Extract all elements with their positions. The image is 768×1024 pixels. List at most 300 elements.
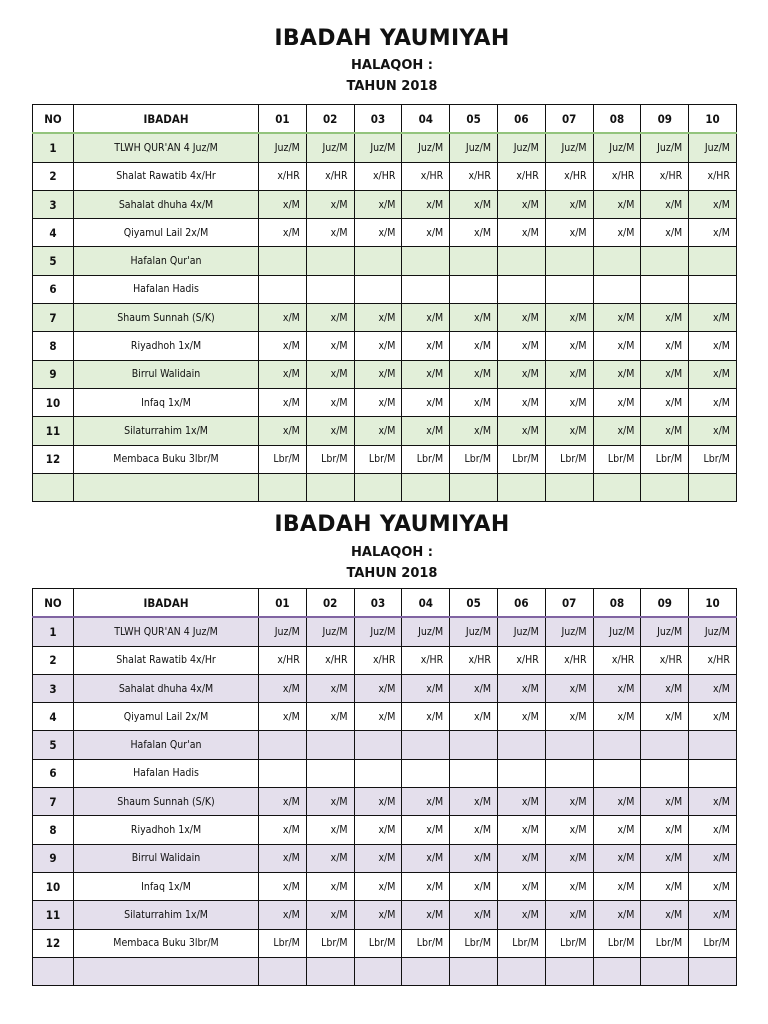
day-cell[interactable] (689, 957, 737, 985)
row-number: 12 (33, 445, 74, 473)
table-row (33, 133, 737, 162)
day-cell[interactable]: x/M (497, 190, 545, 218)
ibadah-name: Infaq 1x/M (74, 388, 259, 416)
day-cell[interactable]: x/HR (593, 162, 641, 190)
day-cell[interactable] (259, 275, 307, 303)
day-cell[interactable]: x/M (259, 674, 307, 702)
day-cell[interactable]: x/HR (545, 162, 593, 190)
day-cell[interactable]: x/M (689, 674, 737, 702)
day-cell[interactable]: x/M (593, 360, 641, 388)
day-cell[interactable]: x/M (402, 304, 450, 332)
day-cell[interactable] (641, 275, 689, 303)
day-cell[interactable]: x/M (593, 674, 641, 702)
day-cell[interactable]: x/M (450, 332, 498, 360)
day-cell[interactable]: x/M (306, 388, 354, 416)
day-cell[interactable] (306, 473, 354, 501)
day-cell[interactable]: x/M (402, 360, 450, 388)
day-cell[interactable]: x/M (641, 703, 689, 731)
day-cell[interactable] (593, 759, 641, 787)
day-cell[interactable]: x/M (689, 219, 737, 247)
tahun-label: TAHUN 2018 (346, 79, 438, 94)
header-day-02: 02 (306, 105, 354, 134)
day-cell[interactable]: x/M (450, 417, 498, 445)
table-row (33, 731, 737, 759)
day-cell[interactable] (593, 473, 641, 501)
day-cell[interactable]: Juz/M (497, 133, 545, 162)
table-row (33, 872, 737, 900)
day-cell[interactable]: x/M (354, 816, 402, 844)
day-cell[interactable]: x/M (689, 304, 737, 332)
day-cell[interactable]: x/M (641, 190, 689, 218)
day-cell[interactable] (497, 473, 545, 501)
day-cell[interactable]: x/M (641, 417, 689, 445)
day-cell[interactable]: x/M (450, 388, 498, 416)
day-cell[interactable]: x/M (402, 901, 450, 929)
day-cell[interactable] (497, 731, 545, 759)
day-cell[interactable]: x/HR (641, 162, 689, 190)
day-cell[interactable]: x/M (354, 332, 402, 360)
day-cell[interactable] (259, 759, 307, 787)
ibadah-name: Riyadhoh 1x/M (74, 332, 259, 360)
day-cell[interactable] (259, 731, 307, 759)
day-cell[interactable]: x/M (641, 332, 689, 360)
day-cell[interactable]: x/M (593, 219, 641, 247)
day-cell[interactable] (402, 473, 450, 501)
day-cell[interactable]: x/HR (545, 646, 593, 674)
day-cell[interactable]: x/M (450, 190, 498, 218)
day-cell[interactable]: x/M (593, 388, 641, 416)
day-cell[interactable]: x/M (689, 788, 737, 816)
day-cell[interactable]: x/M (450, 674, 498, 702)
day-cell[interactable]: x/M (593, 788, 641, 816)
header-row (33, 105, 737, 134)
day-cell[interactable]: Juz/M (689, 133, 737, 162)
day-cell[interactable]: x/M (259, 360, 307, 388)
day-cell[interactable]: x/M (689, 872, 737, 900)
sheet-title: IBADAH YAUMIYAH (274, 26, 510, 51)
day-cell[interactable]: x/M (259, 388, 307, 416)
day-cell[interactable]: Juz/M (545, 617, 593, 646)
day-cell[interactable] (259, 247, 307, 275)
row-number: 9 (33, 844, 74, 872)
day-cell[interactable]: x/M (259, 901, 307, 929)
day-cell[interactable]: Lbr/M (497, 445, 545, 473)
day-cell[interactable] (545, 473, 593, 501)
day-cell[interactable]: Juz/M (450, 617, 498, 646)
row-number (33, 957, 74, 985)
day-cell[interactable]: Lbr/M (689, 929, 737, 957)
day-cell[interactable] (402, 731, 450, 759)
day-cell[interactable]: x/M (545, 703, 593, 731)
day-cell[interactable]: Juz/M (306, 617, 354, 646)
day-cell[interactable]: x/M (259, 703, 307, 731)
day-cell[interactable]: x/M (641, 674, 689, 702)
day-cell[interactable]: x/M (689, 844, 737, 872)
day-cell[interactable] (354, 759, 402, 787)
day-cell[interactable]: Juz/M (259, 133, 307, 162)
day-cell[interactable]: x/M (450, 901, 498, 929)
day-cell[interactable]: x/M (497, 219, 545, 247)
day-cell[interactable]: Juz/M (593, 617, 641, 646)
day-cell[interactable]: x/M (354, 901, 402, 929)
day-cell[interactable]: x/M (402, 816, 450, 844)
day-cell[interactable]: Lbr/M (402, 929, 450, 957)
day-cell[interactable] (689, 275, 737, 303)
day-cell[interactable]: x/M (259, 844, 307, 872)
day-cell[interactable]: Juz/M (450, 133, 498, 162)
row-number: 2 (33, 162, 74, 190)
day-cell[interactable]: x/M (593, 844, 641, 872)
day-cell[interactable] (641, 473, 689, 501)
day-cell[interactable]: x/HR (450, 162, 498, 190)
day-cell[interactable]: x/M (354, 219, 402, 247)
day-cell[interactable]: x/M (450, 360, 498, 388)
day-cell[interactable]: x/M (450, 788, 498, 816)
day-cell[interactable]: Juz/M (641, 617, 689, 646)
day-cell[interactable]: x/M (641, 816, 689, 844)
day-cell[interactable]: Lbr/M (450, 445, 498, 473)
ibadah-name: Birrul Walidain (74, 844, 259, 872)
day-cell[interactable]: x/M (689, 417, 737, 445)
day-cell[interactable]: x/M (354, 360, 402, 388)
day-cell[interactable] (450, 731, 498, 759)
day-cell[interactable] (545, 731, 593, 759)
day-cell[interactable]: x/M (306, 703, 354, 731)
day-cell[interactable]: x/M (259, 332, 307, 360)
row-number: 4 (33, 219, 74, 247)
day-cell[interactable] (259, 473, 307, 501)
day-cell[interactable]: Lbr/M (450, 929, 498, 957)
day-cell[interactable]: x/M (402, 703, 450, 731)
table-row (33, 957, 737, 985)
day-cell[interactable]: x/M (450, 304, 498, 332)
day-cell[interactable] (593, 957, 641, 985)
table-row (33, 332, 737, 360)
day-cell[interactable]: x/M (306, 816, 354, 844)
day-cell[interactable]: x/M (306, 219, 354, 247)
row-number: 6 (33, 275, 74, 303)
day-cell[interactable]: x/M (497, 417, 545, 445)
day-cell[interactable]: Lbr/M (306, 929, 354, 957)
day-cell[interactable]: Juz/M (354, 617, 402, 646)
day-cell[interactable] (450, 759, 498, 787)
day-cell[interactable]: x/M (593, 332, 641, 360)
day-cell[interactable]: x/M (641, 788, 689, 816)
day-cell[interactable] (497, 275, 545, 303)
day-cell[interactable]: x/M (354, 388, 402, 416)
day-cell[interactable] (306, 759, 354, 787)
day-cell[interactable]: x/M (306, 674, 354, 702)
day-cell[interactable]: x/M (402, 332, 450, 360)
row-number: 9 (33, 360, 74, 388)
day-cell[interactable] (450, 473, 498, 501)
day-cell[interactable]: x/M (354, 304, 402, 332)
day-cell[interactable]: x/M (497, 332, 545, 360)
day-cell[interactable]: x/M (497, 674, 545, 702)
day-cell[interactable]: Juz/M (259, 617, 307, 646)
day-cell[interactable]: x/HR (689, 162, 737, 190)
day-cell[interactable]: x/M (354, 703, 402, 731)
day-cell[interactable]: x/M (593, 872, 641, 900)
day-cell[interactable]: x/M (545, 674, 593, 702)
day-cell[interactable] (354, 731, 402, 759)
day-cell[interactable] (450, 247, 498, 275)
day-cell[interactable]: x/M (354, 417, 402, 445)
day-cell[interactable] (354, 473, 402, 501)
day-cell[interactable] (545, 275, 593, 303)
day-cell[interactable]: x/M (306, 872, 354, 900)
day-cell[interactable]: x/M (593, 703, 641, 731)
day-cell[interactable]: x/M (306, 901, 354, 929)
day-cell[interactable]: x/HR (689, 646, 737, 674)
day-cell[interactable] (402, 247, 450, 275)
day-cell[interactable]: x/M (354, 788, 402, 816)
day-cell[interactable]: x/M (402, 872, 450, 900)
day-cell[interactable]: x/M (259, 190, 307, 218)
header-day-01: 01 (259, 105, 307, 134)
day-cell[interactable]: Juz/M (497, 617, 545, 646)
day-cell[interactable] (641, 957, 689, 985)
day-cell[interactable]: Lbr/M (402, 445, 450, 473)
day-cell[interactable]: x/M (641, 388, 689, 416)
day-cell[interactable]: x/M (545, 360, 593, 388)
day-cell[interactable]: Lbr/M (593, 445, 641, 473)
row-number: 2 (33, 646, 74, 674)
day-cell[interactable]: x/HR (402, 162, 450, 190)
day-cell[interactable]: x/M (689, 190, 737, 218)
halaqoh-label: HALAQOH : (351, 545, 433, 560)
day-cell[interactable]: Juz/M (402, 133, 450, 162)
day-cell[interactable]: x/M (545, 332, 593, 360)
day-cell[interactable]: x/M (593, 901, 641, 929)
day-cell[interactable]: x/M (259, 872, 307, 900)
day-cell[interactable]: x/M (402, 190, 450, 218)
day-cell[interactable] (593, 731, 641, 759)
day-cell[interactable]: x/M (497, 788, 545, 816)
day-cell[interactable]: x/M (306, 190, 354, 218)
day-cell[interactable]: Lbr/M (689, 445, 737, 473)
day-cell[interactable] (641, 247, 689, 275)
day-cell[interactable]: x/M (354, 674, 402, 702)
day-cell[interactable]: x/M (545, 816, 593, 844)
day-cell[interactable]: x/M (259, 788, 307, 816)
day-cell[interactable] (402, 957, 450, 985)
day-cell[interactable]: x/M (450, 703, 498, 731)
day-cell[interactable]: x/M (497, 901, 545, 929)
day-cell[interactable] (306, 957, 354, 985)
day-cell[interactable] (689, 759, 737, 787)
day-cell[interactable]: x/M (306, 360, 354, 388)
header-day-03: 03 (354, 589, 402, 618)
day-cell[interactable] (402, 275, 450, 303)
day-cell[interactable] (689, 247, 737, 275)
day-cell[interactable]: x/M (306, 788, 354, 816)
header-day-09: 09 (641, 105, 689, 134)
day-cell[interactable]: Juz/M (689, 617, 737, 646)
day-cell[interactable]: x/M (306, 332, 354, 360)
day-cell[interactable] (306, 731, 354, 759)
day-cell[interactable]: Lbr/M (259, 445, 307, 473)
day-cell[interactable]: x/M (306, 417, 354, 445)
ibadah-name (74, 957, 259, 985)
day-cell[interactable]: x/HR (497, 162, 545, 190)
day-cell[interactable] (545, 957, 593, 985)
day-cell[interactable]: x/M (450, 872, 498, 900)
day-cell[interactable] (450, 275, 498, 303)
day-cell[interactable]: Juz/M (641, 133, 689, 162)
day-cell[interactable] (306, 247, 354, 275)
table-row (33, 360, 737, 388)
ibadah-name (74, 473, 259, 501)
day-cell[interactable]: x/M (593, 816, 641, 844)
day-cell[interactable]: Juz/M (402, 617, 450, 646)
day-cell[interactable]: x/M (306, 304, 354, 332)
day-cell[interactable]: x/M (354, 190, 402, 218)
day-cell[interactable]: x/M (402, 219, 450, 247)
day-cell[interactable] (354, 957, 402, 985)
day-cell[interactable]: x/M (402, 788, 450, 816)
day-cell[interactable]: x/M (689, 816, 737, 844)
day-cell[interactable] (641, 759, 689, 787)
day-cell[interactable]: x/M (497, 388, 545, 416)
header-row (33, 589, 737, 618)
header-day-08: 08 (593, 589, 641, 618)
day-cell[interactable]: x/M (641, 304, 689, 332)
day-cell[interactable]: Juz/M (545, 133, 593, 162)
day-cell[interactable]: x/M (354, 844, 402, 872)
day-cell[interactable]: x/M (497, 844, 545, 872)
day-cell[interactable]: x/HR (354, 162, 402, 190)
day-cell[interactable]: Lbr/M (354, 929, 402, 957)
day-cell[interactable]: x/M (593, 190, 641, 218)
day-cell[interactable] (689, 473, 737, 501)
day-cell[interactable]: x/M (354, 872, 402, 900)
day-cell[interactable]: x/M (497, 872, 545, 900)
ibadah-name: Shaum Sunnah (S/K) (74, 788, 259, 816)
day-cell[interactable]: x/M (259, 219, 307, 247)
day-cell[interactable]: Lbr/M (259, 929, 307, 957)
day-cell[interactable]: Juz/M (306, 133, 354, 162)
day-cell[interactable]: x/M (545, 190, 593, 218)
day-cell[interactable]: x/M (641, 219, 689, 247)
day-cell[interactable] (354, 275, 402, 303)
day-cell[interactable]: x/M (545, 219, 593, 247)
day-cell[interactable]: x/M (497, 360, 545, 388)
day-cell[interactable] (497, 247, 545, 275)
day-cell[interactable]: x/M (497, 816, 545, 844)
day-cell[interactable]: x/M (497, 703, 545, 731)
ibadah-name: Silaturrahim 1x/M (74, 901, 259, 929)
header-day-08: 08 (593, 105, 641, 134)
day-cell[interactable]: x/HR (641, 646, 689, 674)
day-cell[interactable] (306, 275, 354, 303)
day-cell[interactable] (689, 731, 737, 759)
day-cell[interactable]: x/M (641, 901, 689, 929)
day-cell[interactable]: Lbr/M (641, 445, 689, 473)
day-cell[interactable]: Lbr/M (306, 445, 354, 473)
day-cell[interactable]: x/M (402, 844, 450, 872)
day-cell[interactable] (497, 957, 545, 985)
day-cell[interactable]: x/M (689, 703, 737, 731)
day-cell[interactable]: x/M (450, 844, 498, 872)
day-cell[interactable]: x/M (545, 417, 593, 445)
day-cell[interactable]: x/M (641, 360, 689, 388)
day-cell[interactable]: Lbr/M (545, 445, 593, 473)
day-cell[interactable]: x/HR (450, 646, 498, 674)
day-cell[interactable] (259, 957, 307, 985)
day-cell[interactable]: x/HR (402, 646, 450, 674)
day-cell[interactable]: x/HR (497, 646, 545, 674)
day-cell[interactable]: Lbr/M (545, 929, 593, 957)
day-cell[interactable]: x/HR (259, 162, 307, 190)
day-cell[interactable]: x/M (689, 901, 737, 929)
table-row (33, 445, 737, 473)
day-cell[interactable]: x/HR (593, 646, 641, 674)
day-cell[interactable]: x/M (402, 388, 450, 416)
day-cell[interactable]: x/HR (306, 646, 354, 674)
day-cell[interactable]: x/M (545, 388, 593, 416)
table-row (33, 759, 737, 787)
day-cell[interactable]: Lbr/M (641, 929, 689, 957)
day-cell[interactable]: x/M (545, 304, 593, 332)
day-cell[interactable]: x/M (450, 219, 498, 247)
day-cell[interactable]: x/M (641, 844, 689, 872)
day-cell[interactable] (641, 731, 689, 759)
header-day-01: 01 (259, 589, 307, 618)
day-cell[interactable] (545, 759, 593, 787)
day-cell[interactable] (593, 247, 641, 275)
day-cell[interactable]: x/M (593, 417, 641, 445)
day-cell[interactable] (545, 247, 593, 275)
day-cell[interactable]: x/M (545, 788, 593, 816)
day-cell[interactable]: x/M (402, 674, 450, 702)
day-cell[interactable]: x/M (402, 417, 450, 445)
day-cell[interactable] (497, 759, 545, 787)
day-cell[interactable]: x/M (450, 816, 498, 844)
day-cell[interactable]: x/HR (354, 646, 402, 674)
day-cell[interactable]: x/M (689, 360, 737, 388)
ibadah-name: Qiyamul Lail 2x/M (74, 703, 259, 731)
day-cell[interactable]: x/M (545, 872, 593, 900)
day-cell[interactable]: x/M (689, 388, 737, 416)
day-cell[interactable]: Lbr/M (354, 445, 402, 473)
day-cell[interactable]: Lbr/M (497, 929, 545, 957)
day-cell[interactable]: x/M (259, 417, 307, 445)
day-cell[interactable] (354, 247, 402, 275)
day-cell[interactable]: x/HR (259, 646, 307, 674)
day-cell[interactable]: x/HR (306, 162, 354, 190)
row-number: 11 (33, 417, 74, 445)
day-cell[interactable] (593, 275, 641, 303)
day-cell[interactable]: Lbr/M (593, 929, 641, 957)
day-cell[interactable]: Juz/M (354, 133, 402, 162)
table-row (33, 844, 737, 872)
day-cell[interactable]: x/M (689, 332, 737, 360)
day-cell[interactable]: Juz/M (593, 133, 641, 162)
table-row (33, 304, 737, 332)
day-cell[interactable]: x/M (593, 304, 641, 332)
header-day-09: 09 (641, 589, 689, 618)
day-cell[interactable]: x/M (497, 304, 545, 332)
day-cell[interactable]: x/M (259, 816, 307, 844)
day-cell[interactable] (450, 957, 498, 985)
day-cell[interactable]: x/M (306, 844, 354, 872)
day-cell[interactable]: x/M (545, 844, 593, 872)
day-cell[interactable]: x/M (545, 901, 593, 929)
day-cell[interactable] (402, 759, 450, 787)
day-cell[interactable]: x/M (259, 304, 307, 332)
day-cell[interactable]: x/M (641, 872, 689, 900)
